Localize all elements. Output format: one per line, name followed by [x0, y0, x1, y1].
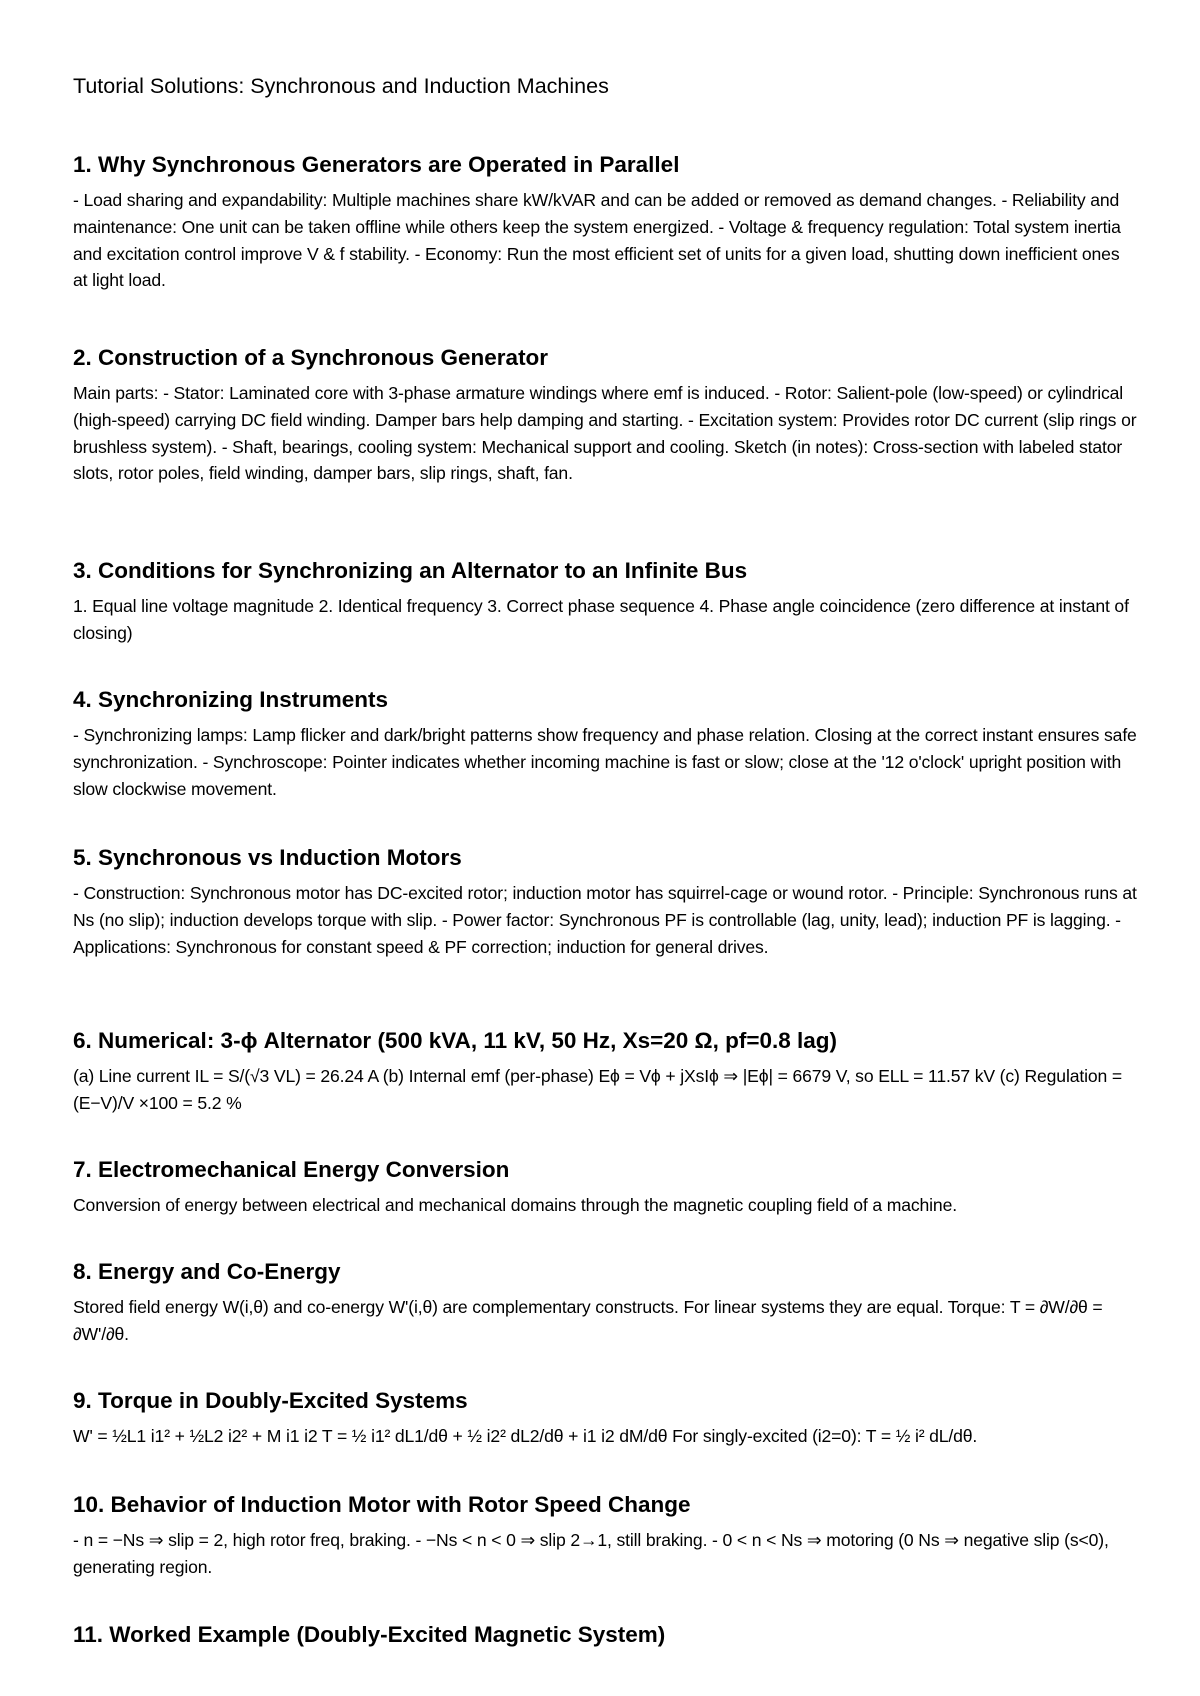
section-heading: 3. Conditions for Synchronizing an Alternator to an Infinite Bus [73, 558, 748, 583]
section-3 [73, 556, 1137, 647]
section-body: - Load sharing and expandability: Multiple machines share kW/kVAR and can be added or removed as demand changes. - Reliability and maintenance: One unit can be taken offline while others keep the system energized. - Voltage & frequency regulation: Total system inertia and excitation control improve V & f stability. - Economy: Run the most efficient set of units for a given load, shutting down inefficient ones at light load. [73, 190, 1121, 291]
section-body: - Synchronizing lamps: Lamp flicker and dark/bright patterns show frequency and phase relation. Closing at the correct instant ensures safe synchronization. - Synchroscope: Pointer indicates whether incoming machine is fast or slow; close at the '12 o'clock' upright position with slow clockwise movement. [73, 725, 1137, 799]
section-heading: 1. Why Synchronous Generators are Operated in Parallel [73, 152, 680, 177]
section-heading: 10. Behavior of Induction Motor with Rotor Speed Change [73, 1492, 691, 1517]
section-heading: 5. Synchronous vs Induction Motors [73, 845, 462, 870]
section-heading: 11. Worked Example (Doubly-Excited Magnetic System) [73, 1622, 666, 1647]
section-11 [73, 1620, 1137, 1650]
section-heading: 9. Torque in Doubly-Excited Systems [73, 1388, 468, 1413]
section-body: (a) Line current IL = S/(√3 VL) = 26.24 A (b) Internal emf (per-phase) Eϕ = Vϕ + jXsIϕ ⇒ |Eϕ| = 6679 V, so ELL = 11.57 kV (c) Regulation = (E−V)/V ×100 = 5.2 % [73, 1066, 1122, 1113]
section-9 [73, 1386, 1137, 1450]
section-5 [73, 843, 1137, 960]
section-body: Stored field energy W(i,θ) and co-energy W'(i,θ) are complementary constructs. For linear systems they are equal. Torque: T = ∂W/∂θ = ∂W'/∂θ. [73, 1297, 1103, 1344]
section-7 [73, 1155, 1137, 1219]
section-1 [73, 150, 1137, 294]
section-10 [73, 1490, 1137, 1581]
document-title: Tutorial Solutions: Synchronous and Induction Machines [73, 74, 609, 98]
section-body: Conversion of energy between electrical and mechanical domains through the magnetic coupling field of a machine. [73, 1195, 957, 1215]
section-heading: 8. Energy and Co-Energy [73, 1259, 341, 1284]
section-heading: 4. Synchronizing Instruments [73, 687, 389, 712]
section-8 [73, 1257, 1137, 1348]
section-heading: 7. Electromechanical Energy Conversion [73, 1157, 510, 1182]
section-body: - n = −Ns ⇒ slip = 2, high rotor freq, braking. - −Ns < n < 0 ⇒ slip 2→1, still braking. - 0 < n < Ns ⇒ motoring (0 Ns ⇒ negative slip (s<0), generating region. [73, 1530, 1109, 1577]
section-body: Main parts: - Stator: Laminated core with 3-phase armature windings where emf is induced. - Rotor: Salient-pole (low-speed) or cylindrical (high-speed) carrying DC field winding. Damper bars help damping and starting. - Excitation system: Provides rotor DC current (slip rings or brushless system). - Shaft, bearings, cooling system: Mechanical support and cooling. Sketch (in notes): Cross-section with labeled stator slots, rotor poles, field winding, damper bars, slip rings, shaft, fan. [73, 383, 1137, 484]
section-2 [73, 343, 1137, 487]
section-4 [73, 685, 1137, 802]
section-heading: 2. Construction of a Synchronous Generator [73, 345, 549, 370]
section-heading: 6. Numerical: 3-ϕ Alternator (500 kVA, 11 kV, 50 Hz, Xs=20 Ω, pf=0.8 lag) [73, 1028, 837, 1053]
section-body: 1. Equal line voltage magnitude 2. Identical frequency 3. Correct phase sequence 4. Phase angle coincidence (zero difference at instant of closing) [73, 596, 1129, 643]
section-body: W' = ½L1 i1² + ½L2 i2² + M i1 i2 T = ½ i1² dL1/dθ + ½ i2² dL2/dθ + i1 i2 dM/dθ For singly-excited (i2=0): T = ½ i² dL/dθ. [73, 1426, 978, 1446]
section-6 [73, 1026, 1137, 1117]
section-body: - Construction: Synchronous motor has DC-excited rotor; induction motor has squirrel-cage or wound rotor. - Principle: Synchronous runs at Ns (no slip); induction develops torque with slip. - Power factor: Synchronous PF is controllable (lag, unity, lead); induction PF is lagging. - Applications: Synchronous for constant speed & PF correction; induction for general drives. [73, 883, 1137, 957]
